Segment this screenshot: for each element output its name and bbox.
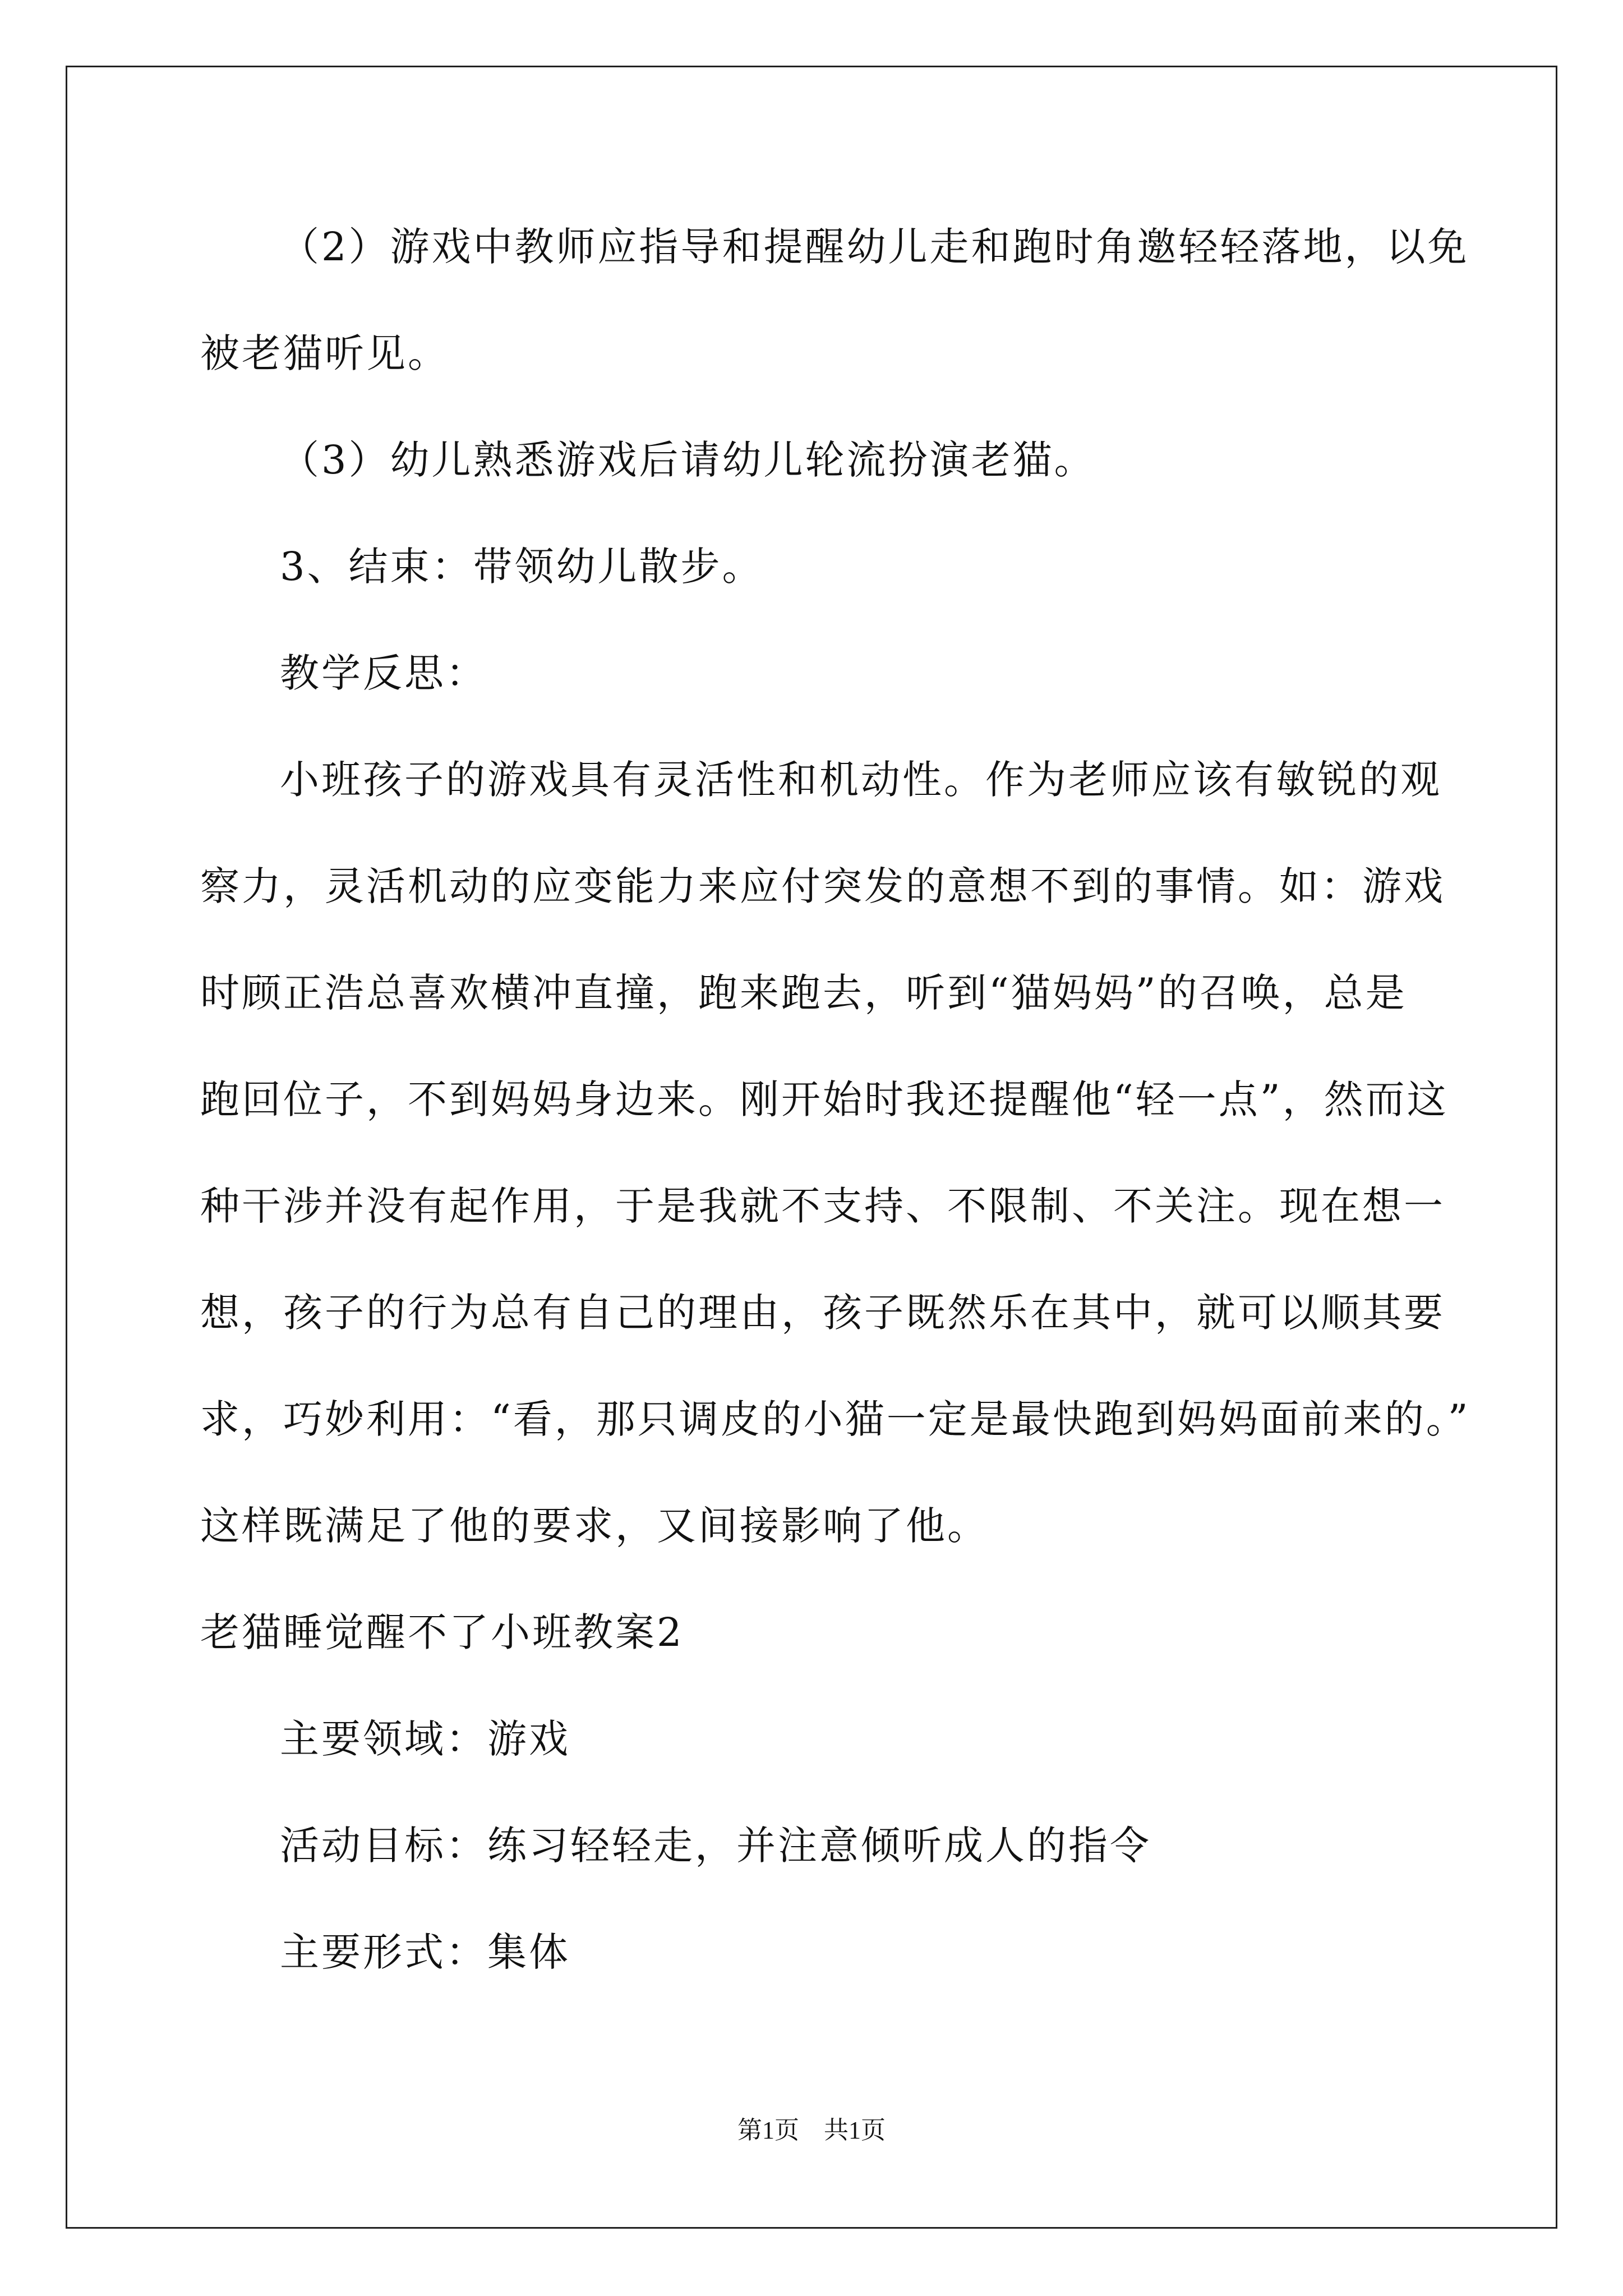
paragraph-line: 被老猫听见。 xyxy=(200,330,449,376)
paragraph-line: 求，巧妙利用：“看，那只调皮的小猫一定是最快跑到妈妈面前来的。” xyxy=(200,1396,1470,1442)
page-footer: 第1页 共1页 xyxy=(737,2116,886,2144)
paragraph-line: 这样既满足了他的要求，又间接影响了他。 xyxy=(200,1503,989,1549)
paragraph-line: 想，孩子的行为总有自己的理由，孩子既然乐在其中，就可以顺其要 xyxy=(200,1290,1445,1336)
paragraph-line: 小班孩子的游戏具有灵活性和机动性。作为老师应该有敏锐的观 xyxy=(280,757,1442,803)
paragraph-line: 教学反思： xyxy=(280,650,487,696)
paragraph-line: （2）游戏中教师应指导和提醒幼儿走和跑时角邀轻轻落地，以免 xyxy=(280,224,1469,270)
paragraph-line: （3）幼儿熟悉游戏后请幼儿轮流扮演老猫。 xyxy=(280,437,1096,483)
paragraph-line: 主要领域：游戏 xyxy=(280,1716,570,1762)
paragraph-line: 察力，灵活机动的应变能力来应付突发的意想不到的事情。如：游戏 xyxy=(200,863,1445,909)
paragraph-line: 种干涉并没有起作用，于是我就不支持、不限制、不关注。现在想一 xyxy=(200,1183,1445,1229)
section-heading: 老猫睡觉醒不了小班教案2 xyxy=(200,1609,684,1655)
paragraph-line: 主要形式：集体 xyxy=(280,1929,570,1975)
paragraph-line: 跑回位子，不到妈妈身边来。刚开始时我还提醒他“轻一点”，然而这 xyxy=(200,1076,1449,1122)
page-border xyxy=(66,66,1557,2229)
paragraph-line: 活动目标：练习轻轻走，并注意倾听成人的指令 xyxy=(280,1823,1151,1869)
paragraph-line: 时顾正浩总喜欢横冲直撞，跑来跑去，听到“猫妈妈”的召唤，总是 xyxy=(200,970,1407,1016)
paragraph-line: 3、结束：带领幼儿散步。 xyxy=(280,544,764,590)
